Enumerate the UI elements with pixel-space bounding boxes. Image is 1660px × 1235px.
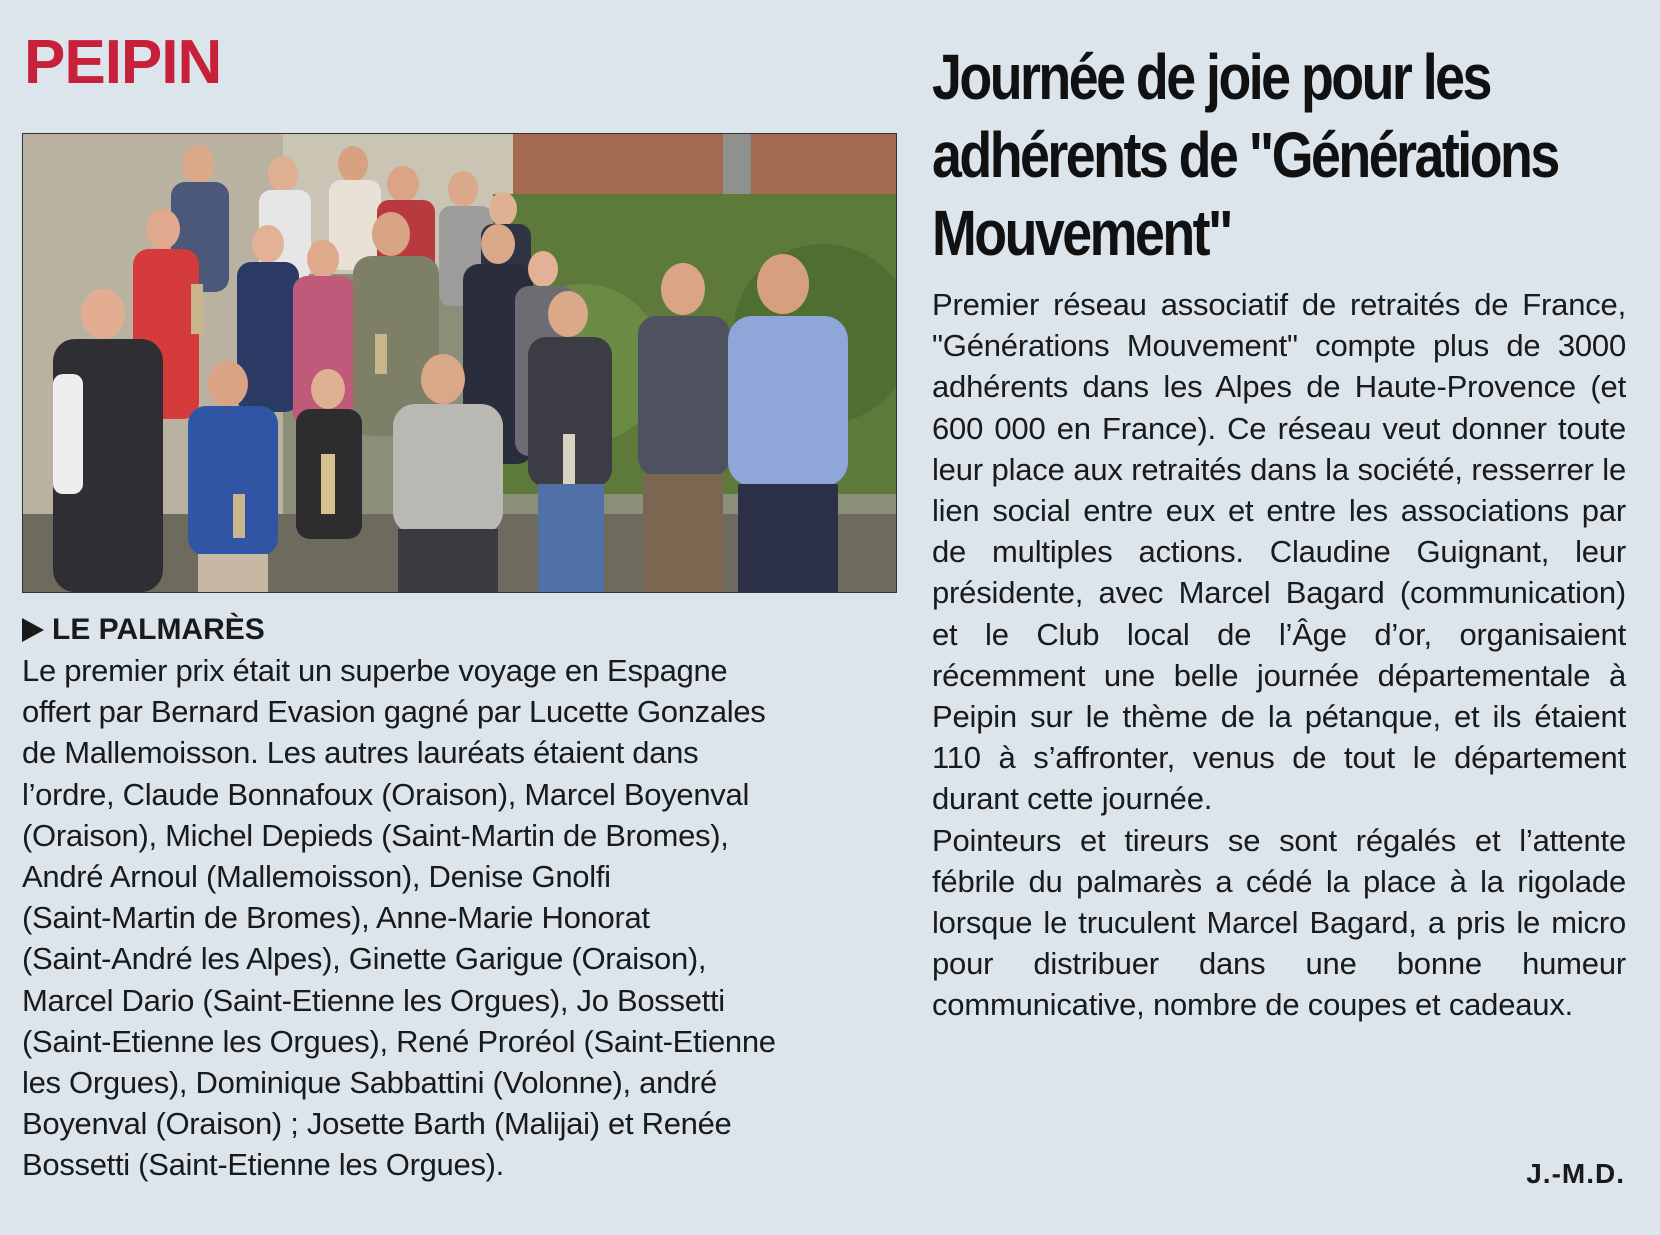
section-tag: PEIPIN xyxy=(24,28,222,97)
article-body xyxy=(932,284,1626,1026)
article-paragraph-2: Pointeurs et tireurs se sont régalés et l’attente fébrile du palmarès a cédé la place à la rigolade lorsque le truculent Marcel Bagard, a pris le micro pour distribuer dans une bonne humeur communicative, nombre de coupes et cadeaux. xyxy=(932,822,1626,1023)
article-headline: Journée de joie pour les adhérents de "Générations Mouvement" xyxy=(932,41,1558,269)
caption-body: Le premier prix était un superbe voyage en Espagne offert par Bernard Evasion gagné par Lucette Gonzales de Mallemoisson. Les autres lauréats étaient dans l’ordre, Claude Bonnafoux (Oraison), Marcel Boyenval (Oraison), Michel Depieds (Saint-Martin de Bromes), André Arnoul (Mallemoisson), Denise Gnolfi (Saint-Martin de Bromes), Anne-Marie Honorat (Saint-André les Alpes), Ginette Garigue (Oraison), Marcel Dario (Saint-Etienne les Orgues), Jo Bossetti (Saint-Etienne les Orgues), René Proréol (Saint-Etienne les Orgues), Dominique Sabbattini (Volonne), andré Boyenval (Oraison) ; Josette Barth (Malijai) et Renée Bossetti (Saint-Etienne les Orgues). xyxy=(22,653,776,1183)
photo-caption xyxy=(22,612,902,1186)
photo-illustration xyxy=(23,134,896,592)
author-signature: J.-M.D. xyxy=(1526,1158,1625,1189)
caption-heading-text: LE PALMARÈS xyxy=(52,613,265,646)
group-photo xyxy=(22,133,897,593)
article-paragraph-1: Premier réseau associatif de retraités de France, "Générations Mouvement" compte plus de 3000 adhérents dans les Alpes de Haute-Provence (et 600 000 en France). Ce réseau veut donner toute leur place aux retraités dans la société, resserrer le lien social entre eux et entre les associations par de multiples actions. Claudine Guignant, leur présidente, avec Marcel Bagard (communication) et le Club local de l’Âge d’or, organisaient récemment une belle journée départementale à Peipin sur le thème de la pétanque, et ils étaient 110 à s’affronter, venus de tout le département durant cette journée. xyxy=(932,287,1626,817)
caption-heading xyxy=(22,612,902,648)
triangle-arrow-icon xyxy=(22,618,44,642)
